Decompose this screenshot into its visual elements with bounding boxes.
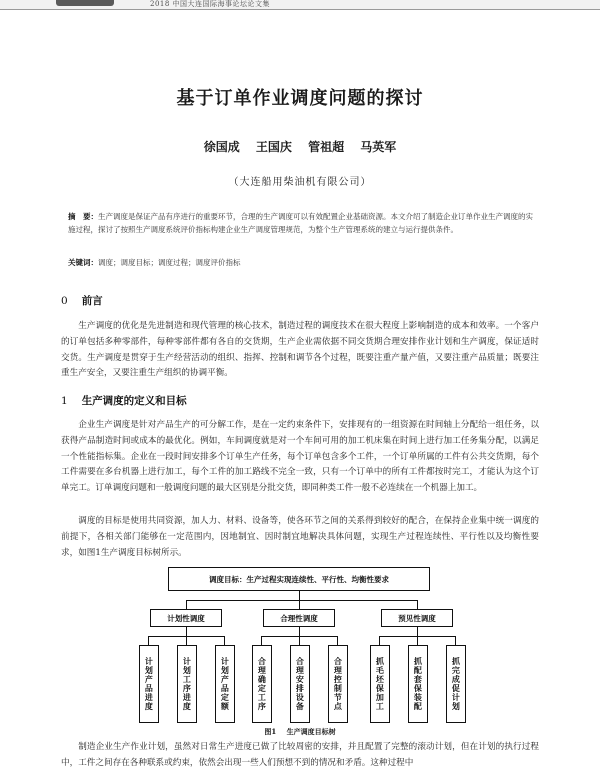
connector-line [186,600,187,609]
running-header [0,0,600,10]
affiliation: （大连船用柴油机有限公司） [228,177,372,188]
keywords [68,257,540,268]
keywords-label: 关键词： [68,258,98,267]
tree-leaf-box: 计划产品定额 [215,645,235,723]
section-title: 前言 [81,295,103,307]
header-text: 2018 中国大连国际海事论坛论文集 [150,0,271,8]
tree-root-box: 调度目标：生产过程实现连续性、平行性、均衡性要求 [168,567,430,591]
connector-line [186,600,417,601]
section-number: 0 [61,295,68,307]
tree-leaf-box: 计划工序进度 [177,645,197,723]
connector-line [417,627,418,636]
tree-branch-box: 预见性调度 [381,609,453,627]
section-heading-0 [61,293,103,308]
section-number: 1 [61,395,68,407]
abstract-label: 摘 要： [68,212,98,221]
keywords-text: 调度；调度目标；调度过程；调度评价指标 [98,258,241,267]
figure-objective-tree [128,565,478,727]
connector-line [379,636,380,645]
connector-line [417,600,418,609]
tree-leaf-box: 合理控制节点 [328,645,348,723]
tree-branch-box: 计划性调度 [150,609,222,627]
connector-line [299,636,300,645]
abstract-text: 生产调度是保证产品有序进行的重要环节，合理的生产调度可以有效配置企业基础资源。本文介绍了制造企业订单作业生产调度的实施过程，探讨了按照生产调度系统评价指标构建企业生产调度管理规范，为整个生产管理系统的建立与运行提供条件。 [68,212,533,234]
tree-leaf-box: 抓完成促计划 [446,645,466,723]
section-heading-1 [61,393,187,408]
tree-leaf-box: 计划产品进度 [139,645,159,723]
connector-line [186,636,187,645]
connector-line [299,627,300,636]
paragraph: 企业生产调度是针对产品生产的可分解工作，是在一定约束条件下，安排现有的一组资源在时间轴上分配给一组任务，以获得产品制造时间或成本的最优化。例如，车间调度就是对一个车间可用的加工机床集在时间上进行加工任务集分配，以满足一个性能指标集。企业在一段时间安排多个订单生产任务，每个订单包含多个工件，一个订单所属的工件有公共交货期，每个工件需要在多台机器上进行加工，每个工件的加工路线不完全一致，只有一个订单中的所有工件都按时完工，才能认为这个订单完工。订单调度问题和一般调度问题的最大区别是分批交货，即同种类工件一般不必连续在一个机器上加工。 [61,420,539,494]
connector-line [148,636,149,645]
connector-line [455,636,456,645]
paper-title: 基于订单作业调度问题的探讨 [176,88,424,109]
connector-line [299,600,300,609]
tree-leaf-box: 合理安排设备 [290,645,310,723]
connector-line [224,636,225,645]
section-title: 生产调度的定义和目标 [81,395,187,407]
figure-caption: 图1 生产调度目标树 [264,727,336,736]
paragraph: 调度的目标是使用共同资源，加人力、材料、设备等，使各环节之间的关系得到较好的配合，在保持企业集中统一调度的前提下，各相关部门能够在一定范围内，因地制宜、因时制宜地解决具体问题，实现生产过程连续性、平行性以及均衡性要求，如图1生产调度目标树所示。 [61,516,539,558]
connector-line [186,627,187,636]
paragraph: 制造企业生产作业计划，虽然对日常生产进度已做了比较周密的安排，并且配置了完整的滚动计划，但在计划的执行过程中，工件之间存在各种联系或约束，依然会出现一些人们预想不到的情况和矛盾。这种过程中 [61,742,539,768]
connector-line [337,636,338,645]
tree-leaf-box: 抓毛坯保加工 [370,645,390,723]
connector-line [261,636,262,645]
tree-branch-box: 合理性调度 [263,609,335,627]
author-list: 徐国成 王国庆 管祖超 马英军 [203,140,397,154]
journal-logo [56,0,114,6]
tree-leaf-box: 抓配套保装配 [408,645,428,723]
abstract [68,210,540,236]
tree-leaf-box: 合理确定工序 [252,645,272,723]
connector-line [417,636,418,645]
connector-line [299,591,300,600]
paragraph: 生产调度的优化是先进制造和现代管理的核心技术，制造过程的调度技术在很大程度上影响制造的成本和效率。一个客户的订单包括多种零部件，每种零部件都有各自的交货期，生产企业需依据不同交货期合理安排作业计划和生产调度，保证适时交货。生产调度是贯穿于生产经营活动的组织、指挥、控制和调节各个过程，既要注重产量产值，又要注重产品质量；既要注重生产安全，又要注重生产组织的协调平衡。 [61,321,539,379]
